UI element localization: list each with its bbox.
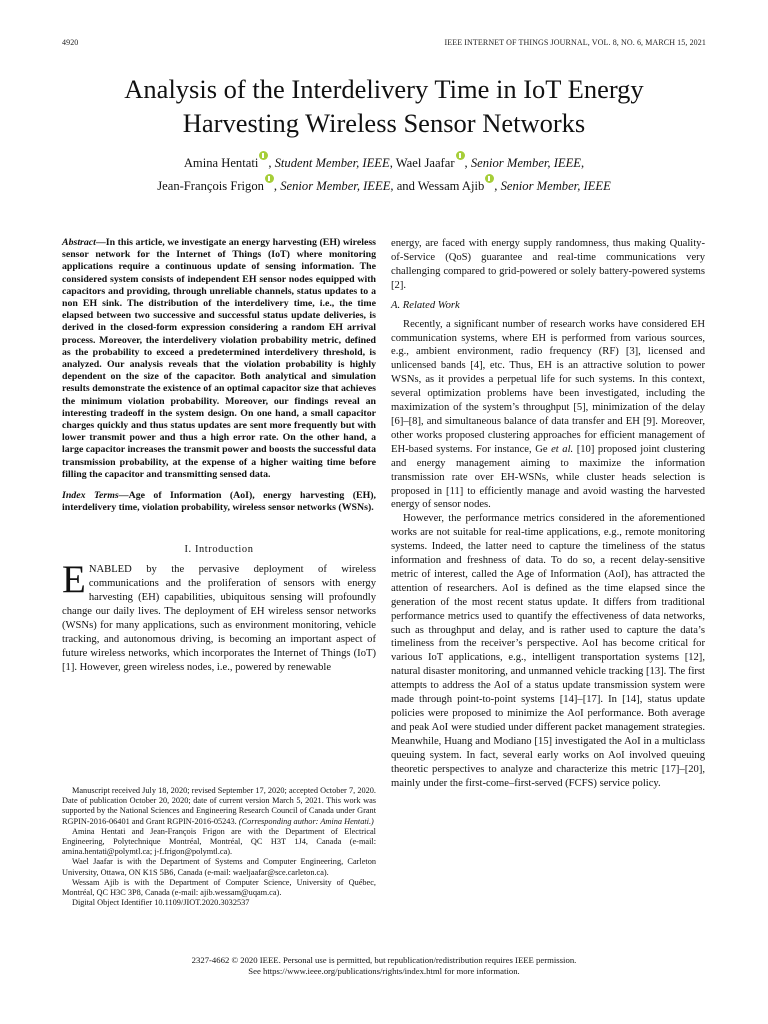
section-heading: I. Introduction xyxy=(184,544,254,556)
footnote-received: Manuscript received July 18, 2020; revised September 17, 2020; accepted October 7, 2020. Date of publication October 20, 2020; date of current version March 5, 2021. This work was supported by the National Sciences and Engineering Research Council of Canada under Grant RGPIN-2016-06401 and Grant RGPIN-2016-05243. (Corresponding author: Amina Hentati.) xyxy=(62,786,376,826)
copyright-notice xyxy=(0,955,768,977)
intro-paragraph xyxy=(62,558,376,674)
orcid-icon[interactable] xyxy=(456,151,465,160)
author-name: Wessam Ajib xyxy=(417,179,485,193)
footnote-affiliation: Amina Hentati and Jean-François Frigon are with the Department of Electrical Engineering, Polytechnique Montréal, Montréal, QC H3T 1J4, Canada (e-mail: amina.hentati@polymtl.ca; j-f.frigon@polymtl.ca). xyxy=(62,826,376,857)
title-line-2: Harvesting Wireless Sensor Networks xyxy=(182,108,586,138)
intro-continuation: energy, are faced with energy supply randomness, thus making Quality-of-Service (QoS) guarantee and real-time communications very challenging compared to grid-powered or solely battery-powered systems [2]. xyxy=(391,238,705,291)
et-al: et al. xyxy=(551,443,574,455)
author-role: Senior Member, IEEE xyxy=(280,179,391,193)
right-column xyxy=(391,237,705,790)
index-terms xyxy=(62,490,376,514)
drop-cap: E xyxy=(62,558,86,602)
copyright-line-2: See https://www.ieee.org/publications/rights/index.html for more information. xyxy=(248,966,520,976)
author-name: Amina Hentati xyxy=(183,156,259,170)
footnote-doi: Digital Object Identifier 10.1109/JIOT.2020.3032537 xyxy=(72,898,250,908)
abstract-text: —In this article, we investigate an energy harvesting (EH) wireless sensor network for the Internet of Things (IoT) where monitoring applications require a continuous update of sensing information. The considered system consists of independent EH sensor nodes equipped with capacitors and providing, through unreliable channels, status updates to a non EH sink. The distribution of the interdelivery time, i.e., the time elapsed between two successive and successful status update deliveries, is derived in the closed-form expression considering a random EH arrival process. Moreover, the interdelivery violation probability metric, defined as the probability to exceed a predetermined interdelivery threshold, is analyzed. Our analysis reveals that the violation probability is highly dependent on the size of the capacitor. Both analytical and simulation results demonstrate the existence of an optimal capacitor size that achieves the minimum violation probability. Moreover, our findings reveal an interesting tradeoff in the system design. On one hand, a small capacitor charges quickly and thus status updates are sent more frequently but with lower transmit power and thus a high error rate. On the other hand, a large capacitor increases the transmit power and boosts the successful data transmission probability, at the expense of a higher waiting time before filling the capacitor and transmitting sensed data. xyxy=(62,237,376,480)
author-conjunction: and xyxy=(396,179,415,193)
related-work-paragraph: However, the performance metrics considered in the aforementioned works are not suitable for real-time applications, e.g., remote monitoring systems. Indeed, the latter need to capture the timeliness of the status information and freshness of data. To do so, a recent delay-sensitive metric of interest, called the Age of Information (AoI), has attracted the attention of researchers. AoI is defined as the time elapsed since the generation of the most recent status update. It differs from traditional performance metrics used to quantify the effectiveness of data networks, such as throughput and delay, and is rather used to capture the data’s timeliness from the receiver’s perspective. AoI has become critical for various IoT applications, e.g., intelligent transportation systems [12], natural disaster monitoring, and unmanned vehicle tracking [13]. The first attempts to address the AoI of a status update transmission system were made through point-to-point systems [14]–[17]. In [14], status update policies were proposed to minimize the AoI performance. Both average and peak AoI were studied under different packet management strategies. Meanwhile, Huang and Modiano [15] investigated the AoI in a multiclass queuing system. In fact, several early works on AoI involved queuing theoretic perspectives to analyze and characterize this metric [17]–[20], mainly under the first-come–first-served (FCFS) service policy. xyxy=(391,513,705,789)
orcid-icon[interactable] xyxy=(259,151,268,160)
orcid-icon[interactable] xyxy=(485,174,494,183)
intro-lead: NABLED xyxy=(88,564,132,576)
footnote-affiliation: Wessam Ajib is with the Department of Computer Science, University of Québec, Montréal, QC H3C 3P8, Canada (e-mail: ajib.wessam@uqam.ca). xyxy=(62,877,376,898)
author-role: Senior Member, IEEE xyxy=(500,179,611,193)
corresponding-author: (Corresponding author: Amina Hentati.) xyxy=(238,816,374,826)
author-name: Jean-François Frigon xyxy=(157,179,264,193)
author-list: Amina Hentati , Student Member, IEEE, Wael Jaafar , Senior Member, IEEE, Jean-François Frigon , Senior Member, IEEE, and Wessam Ajib , Senior Member, IEEE xyxy=(40,151,728,197)
author-name: Wael Jaafar xyxy=(395,156,455,170)
copyright-line-1: 2327-4662 © 2020 IEEE. Personal use is permitted, but republication/redistribution requires IEEE permission. xyxy=(191,955,577,965)
left-column xyxy=(62,237,376,675)
author-role: Student Member, IEEE xyxy=(274,156,390,170)
intro-text: by the pervasive deployment of wireless communications and the proliferation of sensors with energy harvesting (EH) capabilities, ubiquitous sensing will profoundly change our daily lives. The deployment of EH wireless sensor networks (WSNs) for many applications, such as environment monitoring, vehicle tracking, and autonomous driving, is becoming an important aspect of future wireless networks, which incorporates the Internet of Things (IoT) [1]. However, green wireless nodes, i.e., powered by renewable xyxy=(62,564,376,673)
orcid-icon[interactable] xyxy=(265,174,274,183)
related-work-paragraph: Recently, a significant number of research works have considered EH communication systems, where EH is performed from various sources, e.g., ambient environment, radio frequency (RF) [3], licensed and unlicensed bands [4], etc. Thus, EH is an attractive solution to power WSNs, as it provides a perpetual life for such systems. In this context, several optimization problems have been investigated, including the maximization of the system’s throughput [5], minimization of the delay [6]–[8], and simultaneous balance of data transfer and EH [9]. Moreover, other works proposed clustering approaches for efficient management of EH-based systems. For instance, Ge et al. [10] proposed joint clustering and energy management aiming to maximize the information transmission rate over EH-WSNs, while cluster heads selection is proposed in [11] to efficiently manage and avoid wasting the harvested energy of sensor nodes. xyxy=(391,318,706,511)
abstract-label: Abstract xyxy=(62,237,96,248)
footnote-affiliation: Wael Jaafar is with the Department of Systems and Computer Engineering, Carleton University, Ottawa, ON K1S 5B6, Canada (e-mail: waeljaafar@sce.carleton.ca). xyxy=(62,857,376,877)
page-number: 4920 xyxy=(62,38,79,47)
author-role: Senior Member, IEEE xyxy=(470,156,581,170)
paper-title xyxy=(40,72,728,140)
abstract xyxy=(62,237,376,481)
index-terms-label: Index Terms xyxy=(62,490,119,502)
footnotes xyxy=(62,786,376,908)
index-terms-text: —Age of Information (AoI), energy harvesting (EH), interdelivery time, violation probability, wireless sensor networks (WSNs). xyxy=(62,490,376,514)
subsection-heading: A. Related Work xyxy=(391,299,460,311)
title-line-1: Analysis of the Interdelivery Time in IoT Energy xyxy=(124,74,644,104)
running-header: IEEE INTERNET OF THINGS JOURNAL, VOL. 8, NO. 6, MARCH 15, 2021 xyxy=(444,38,706,47)
